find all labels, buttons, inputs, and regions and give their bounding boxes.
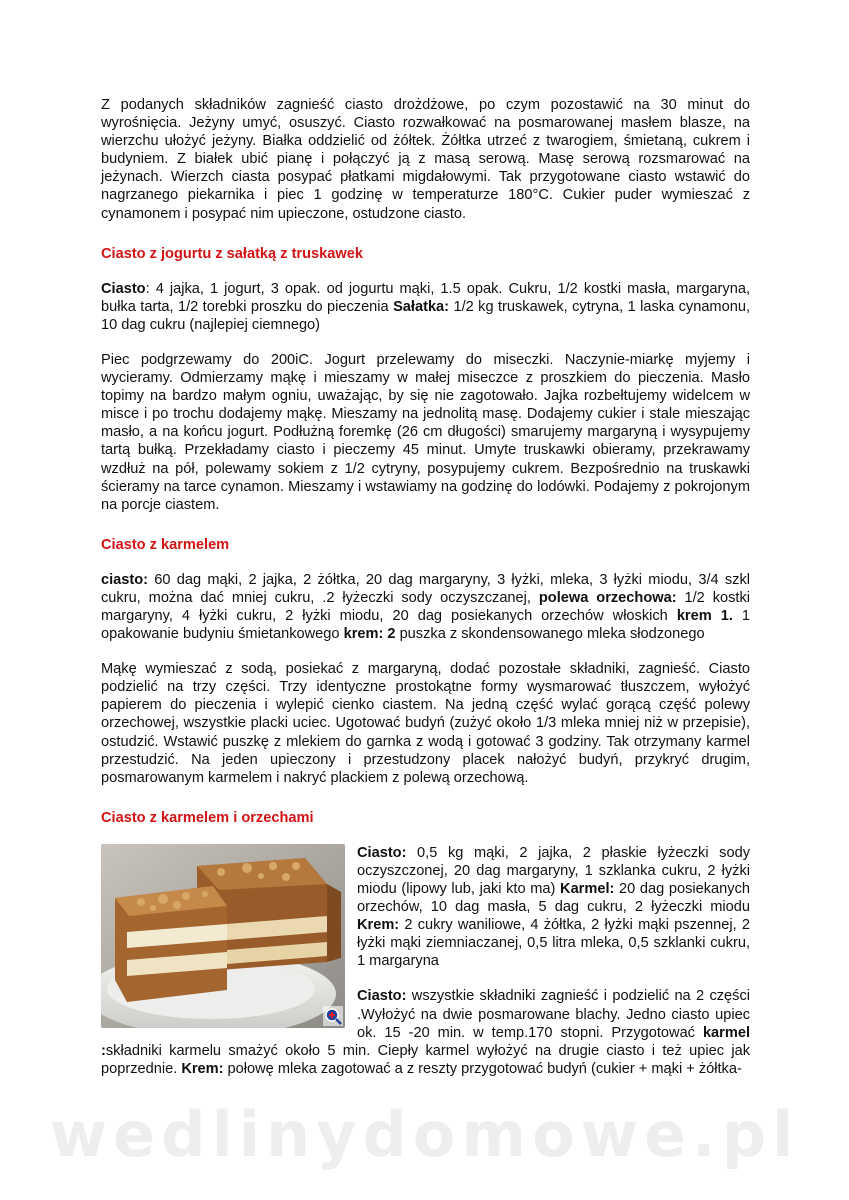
cake-image bbox=[101, 844, 345, 1028]
watermark: wedlinydomowe.pl bbox=[49, 1098, 800, 1171]
ingredients-label: krem: 2 bbox=[343, 626, 396, 643]
ingredients-label: polewa orzechowa: bbox=[538, 589, 677, 606]
ingredients-label: Krem: bbox=[357, 917, 400, 934]
ingredients-label: Karmel: bbox=[560, 881, 615, 897]
ingredients-label: Ciasto: bbox=[357, 844, 407, 861]
method-karmel: Mąkę wymieszać z sodą, posiekać z margaryną, dodać pozostałe składniki, zagnieść. Ciasto podzielić na trzy części. Trzy identyczne prostokątne formy wysmarować tłuszczem, wyłożyć papierem do pieczenia i wylepić cienko ciastem. Na jedną część wylać gorącą część polewy orzechowej, wszystkie placki uciec. Ugotować budyń (zużyć około 1/3 mleka mniej niż w przepisie), ostudzić. Wstawić puszkę z mlekiem do garnka z wodą i gotować 3 godziny. Tak otrzymany karmel przestudzić. Na jeden upieczony i przestudzony placek nałożyć budyń, przykryć drugim, posmarowanym karmelem i nakryć plackiem z polewą orzechową. bbox=[101, 661, 750, 786]
intro-paragraph: Z podanych składników zagnieść ciasto drożdżowe, po czym pozostawić na 30 minut do wyrośnięcia. Jeżyny umyć, osuszyć. Ciasto rozwałkować na posmarowanej masłem blasze, na wierzchu ułożyć jeżyny. Białka oddzielić od żółtek. Żółtka utrzeć z twarogiem, śmietaną, cukrem i budyniem. Z białek ubić pianę i połączyć ją z masą serową. Masę serową rozsmarować na jeżynach. Wierzch ciasta posypać płatkami migdałowymi. Tak przygotowane ciasto wstawić do nagrzanego piekarnika i piec 1 godzinę w temperaturze 180°C. Cukier puder wymieszać z cynamonem i posypać nim upieczone, ostudzone ciasto. bbox=[101, 97, 750, 222]
cake-photo[interactable] bbox=[101, 844, 345, 1028]
ingredients-label: Ciasto bbox=[101, 280, 146, 297]
method-label: karmel : bbox=[101, 1024, 750, 1059]
document-page bbox=[101, 96, 750, 1078]
method-orzechy: Ciasto: wszystkie składniki zagnieść i podzielić na 2 części .Wyłożyć na dwie posmarowane blachy. Jedno ciasto upiec ok. 15 -20 min. w temp.170 stopni. Przygotować karmel :składniki karmelu smażyć około 5 min. Ciepły karmel wyłożyć na drugie ciasto i też upiec jak poprzednie. Krem: połowę mleka zagotować a z reszty przygotować budyń (cukier + mąki + żółtka- bbox=[101, 988, 750, 1077]
recipe-title-karmel: Ciasto z karmelem bbox=[101, 536, 230, 553]
ingredients-label: ciasto: bbox=[101, 571, 149, 588]
method-jogurt: Piec podgrzewamy do 200iC. Jogurt przelewamy do miseczki. Naczynie-miarkę myjemy i wycieramy. Odmierzamy mąkę i mieszamy w małej miseczce z proszkiem do pieczenia. Masło topimy na bardzo małym ogniu, uważając, by się nie zagotowało. Jajka rozbełtujemy widelcem w misce i po trochu dodajemy mąkę. Mieszamy na jednolitą masę. Dodajemy cukier i stale mieszając masło, a na końcu jogurt. Podłużną foremkę (26 cm długości) smarujemy margaryną i wysypujemy tartą bułką. Przekładamy ciasto i pieczemy 45 minut. Umyte truskawki obieramy, przekrawamy wzdłuż na pół, polewamy sokiem z 1/2 cytryny, posypujemy cukrem. Bezpośrednio na truskawki ścieramy na tarce cynamon. Mieszamy i wstawiamy na godzinę do lodówki. Podajemy z pokrojonym na porcje ciastem. bbox=[101, 351, 750, 513]
ingredients-karmel: ciasto: 60 dag mąki, 2 jajka, 2 żółtka, 20 dag margaryny, 3 łyżki, mleka, 3 łyżki miodu, 3/4 szkl cukru, można dać mniej cukru, .2 łyżeczki sody oczyszczanej, polewa orzechowa: 1/2 kostki margaryny, 4 łyżki cukru, 2 łyżki miodu, 20 dag posiekanych orzechów włoskich krem 1. 1 opakowanie budyniu śmietankowego krem: 2 puszka z skondensowanego mleka słodzonego bbox=[101, 571, 751, 643]
recipe-title-jogurt: Ciasto z jogurtu z sałatką z truskawek bbox=[101, 245, 363, 262]
recipe-title-orzechy: Ciasto z karmelem i orzechami bbox=[101, 809, 314, 826]
ingredients-label: Sałatka: bbox=[393, 298, 450, 315]
ingredients-orzechy: Ciasto: 0,5 kg mąki, 2 jajka, 2 płaskie łyżeczki sody oczyszczonej, 20 dag margaryny, 1 szklanka cukru, 2 łyżki miodu (lipowy lub, jaki kto ma) Karmel: 20 dag posiekanych orzechów, 10 dag masła, 5 dag cukru, 2 łyżeczki miodu Krem: 2 cukry waniliowe, 4 żółtka, 2 łyżki mąki pszennej, 2 łyżki mąki ziemniaczanej, 0,5 litra mleka, 0,5 szklanki cukru, 1 margaryna bbox=[357, 844, 750, 970]
ingredients-label: krem 1. bbox=[676, 607, 733, 624]
zoom-icon[interactable] bbox=[323, 1006, 343, 1026]
ingredients-jogurt: Ciasto: 4 jajka, 1 jogurt, 3 opak. od jogurtu mąki, 1.5 opak. Cukru, 1/2 kostki masła, margaryna, bułka tarta, 1/2 torebki proszku do pieczenia Sałatka: 1/2 kg truskawek, cytryna, 1 laska cynamonu, 10 dag cukru (najlepiej ciemnego) bbox=[101, 280, 750, 333]
method-label: Krem: bbox=[181, 1060, 224, 1077]
method-label: Ciasto: bbox=[357, 988, 407, 1005]
